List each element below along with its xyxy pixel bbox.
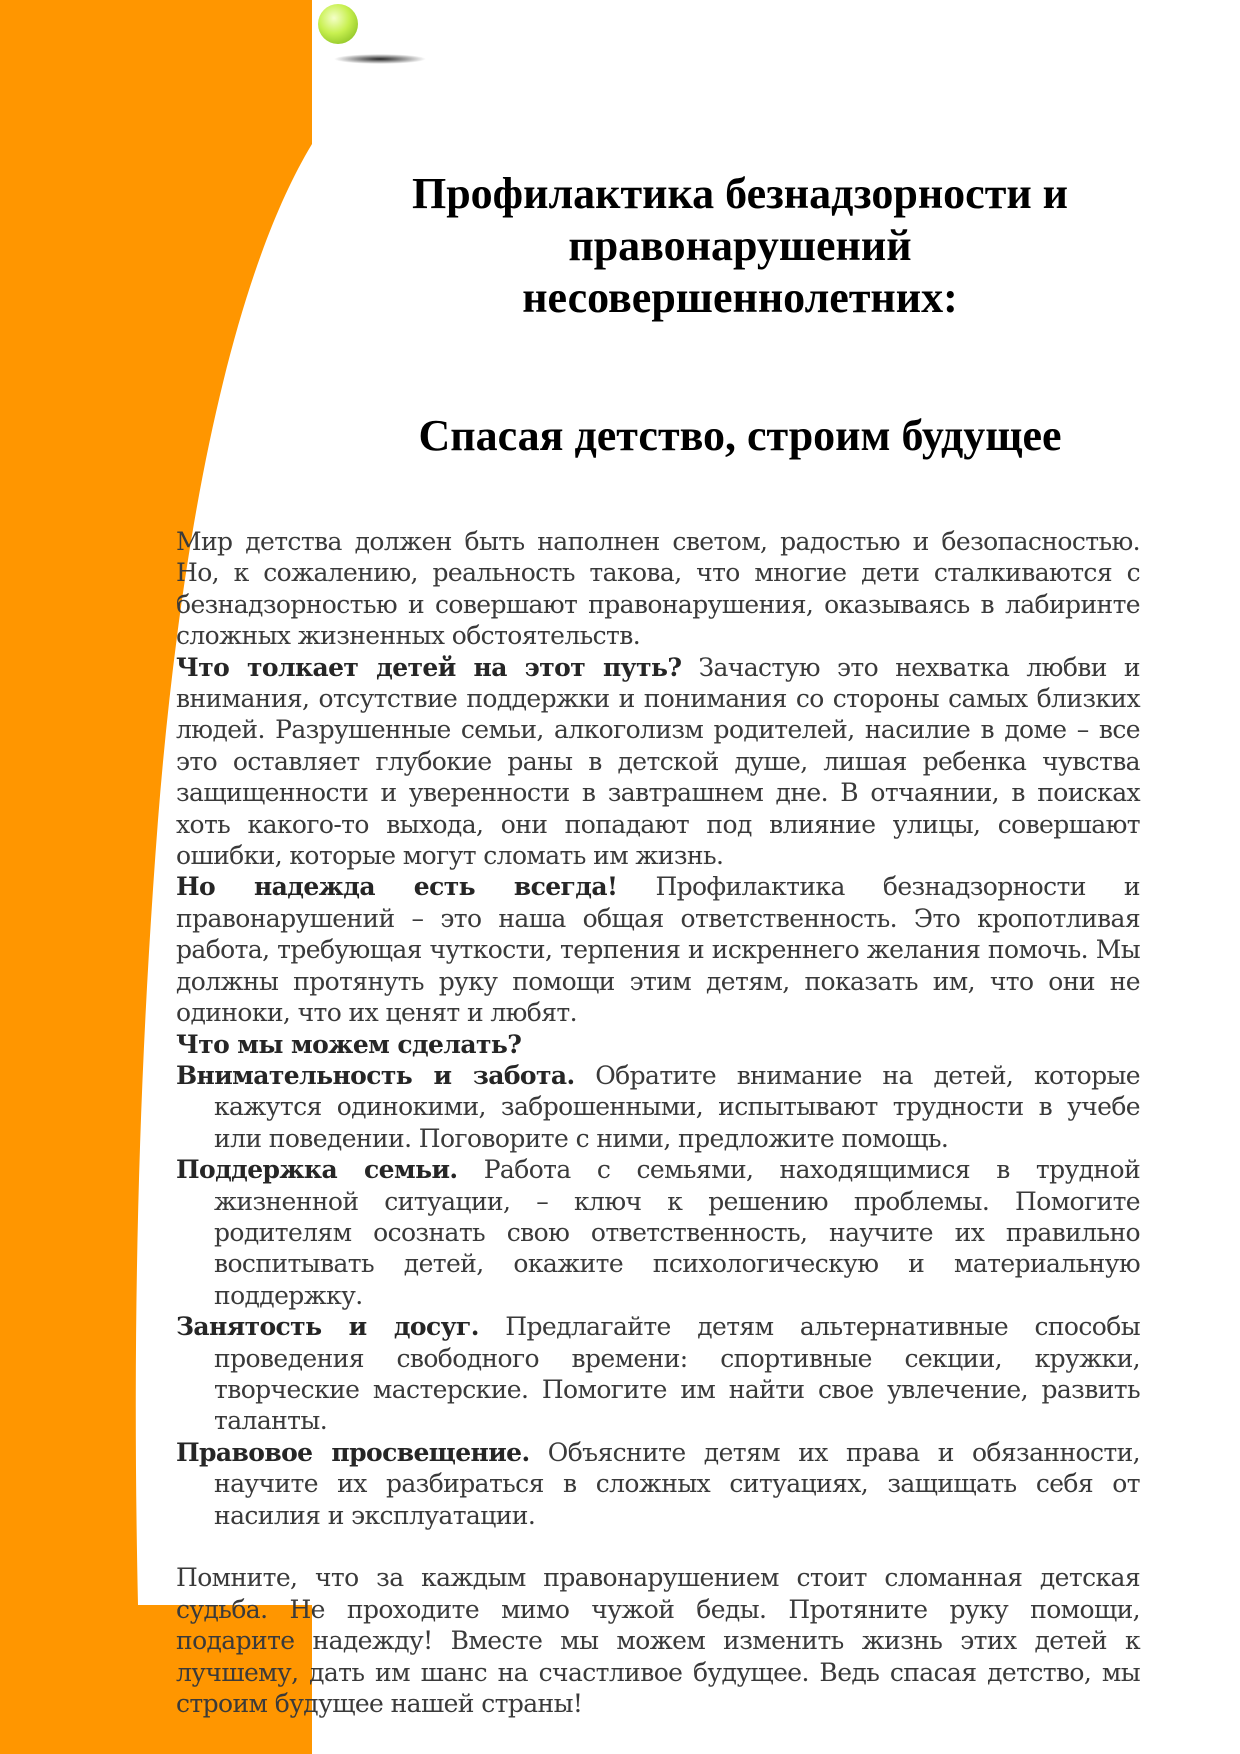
causes-text: Зачастую это нехватка любви и внимания, отсутствие поддержки и понимания со стороны самых близких людей. Разрушенные семьи, алкоголизм родителей, насилие в доме – все это оставляет глубокие раны в детской душе, лишая ребенка чувства защищенности и уверенности в завтрашнем дне. В отчаянии, в поисках хоть какого-то выхода, они попадают под влияние улицы, совершают ошибки, которые могут сломать им жизнь. — [176, 652, 1140, 871]
hope-text: Профилактика безнадзорности и правонарушений – это наша общая ответственность. Это кропотливая работа, требующая чуткости, терпения и искреннего желания помочь. Мы должны протянуть руку помощи этим детям, показать им, что они не одиноки, что их ценят и любят. — [176, 872, 1140, 1028]
list-item-text: Объясните детям их права и обязанности, научите их разбираться в сложных ситуациях, защищать себя от насилия и эксплуатации. — [214, 1437, 1140, 1530]
title-line: Профилактика безнадзорности и — [411, 169, 1069, 218]
intro-paragraph: Мир детства должен быть наполнен светом, радостью и безопасностью. Но, к сожалению, реальность такова, что многие дети сталкиваются с безнадзорностью и совершают правонарушения, оказываясь в лабиринте сложных жизненных обстоятельств. — [176, 527, 1140, 651]
paragraph-spacer — [176, 1531, 1140, 1562]
list-item-title: Правовое просвещение. — [176, 1437, 530, 1467]
hope-paragraph — [176, 871, 1140, 1028]
list-item-text: Предлагайте детям альтернативные способы проведения свободного времени: спортивные секции, кружки, творческие мастерские. Помогите им найти свое увлечение, развить таланты. — [214, 1312, 1140, 1436]
list-item-title: Внимательность и забота. — [176, 1060, 575, 1090]
article-body — [176, 526, 1140, 1719]
list-item — [176, 1060, 1140, 1154]
actions-heading: Что мы можем сделать? — [176, 1029, 522, 1059]
list-item-title: Поддержка семьи. — [176, 1155, 458, 1185]
page-title — [340, 168, 1140, 324]
hope-heading: Но надежда есть всегда! — [176, 872, 618, 902]
page-subtitle: Спасая детство, строим будущее — [418, 411, 1062, 460]
list-item — [176, 1154, 1140, 1311]
causes-paragraph — [176, 652, 1140, 872]
list-item-title: Занятость и досуг. — [176, 1312, 479, 1342]
causes-heading: Что толкает детей на этот путь? — [176, 652, 682, 682]
closing-paragraph: Помните, что за каждым правонарушением стоит сломанная детская судьба. Не проходите мимо чужой беды. Протяните руку помощи, подарите надежду! Вместе мы можем изменить жизнь этих детей к лучшему, дать им шанс на счастливое будущее. Ведь спасая детство, мы строим будущее нашей страны! — [176, 1563, 1140, 1719]
list-item — [176, 1311, 1140, 1437]
title-line: несовершеннолетних: — [522, 273, 958, 322]
list-item-text: Работа с семьями, находящимися в трудной жизненной ситуации, – ключ к решению проблемы. Помогите родителям осознать свою ответственность, научите их правильно воспитывать детей, окажите психологическую и материальную поддержку. — [214, 1155, 1141, 1310]
list-item — [176, 1437, 1140, 1531]
list-item-text: Обратите внимание на детей, которые кажутся одинокими, заброшенными, испытывают трудности в учебе или поведении. Поговорите с ними, предложите помощь. — [214, 1060, 1140, 1153]
title-line: правонарушений — [568, 221, 912, 270]
